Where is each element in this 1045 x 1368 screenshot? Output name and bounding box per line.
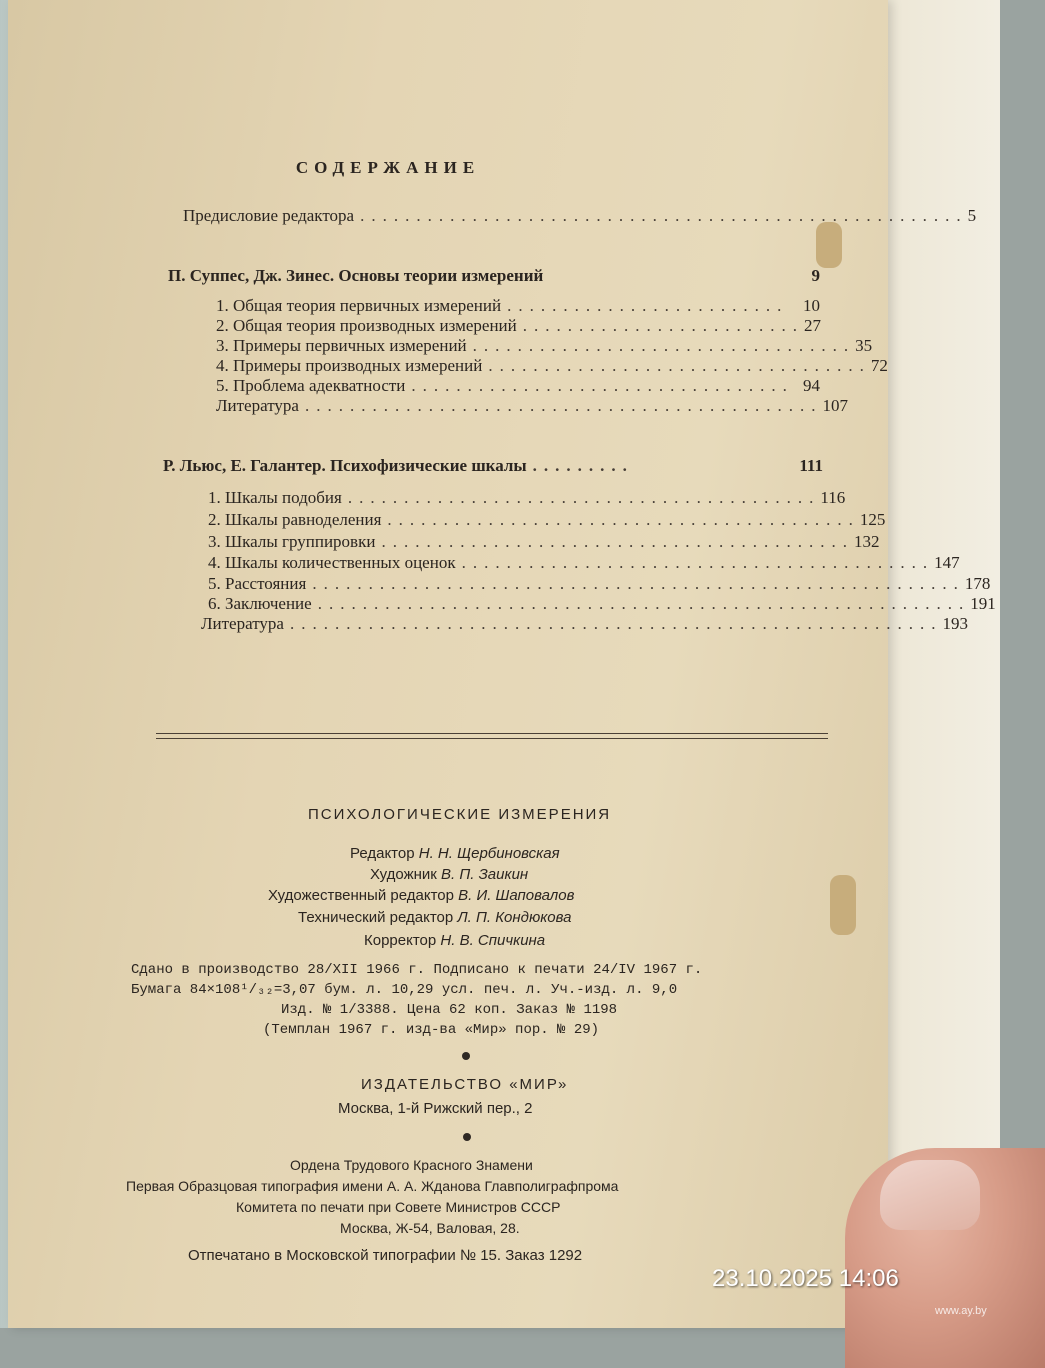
- separator-dot: [462, 1052, 470, 1060]
- toc-title: 5. Проблема адекватности: [216, 376, 406, 395]
- site-watermark: www.ay.by: [935, 1305, 987, 1317]
- toc-page: 111: [799, 456, 823, 475]
- toc-row: [216, 376, 820, 396]
- toc-row: [216, 396, 848, 416]
- dot-leader: ..................................: [472, 336, 856, 355]
- toc-page: 94: [803, 376, 820, 395]
- toc-title: 3. Примеры первичных измерений: [216, 336, 467, 355]
- dot-leader: ..........................................................: [289, 614, 943, 633]
- toc-title: 4. Шкалы количественных оценок: [208, 553, 456, 572]
- toc-row: [208, 553, 960, 573]
- credit-name: Н. Н. Щербиновская: [418, 845, 560, 862]
- toc-title: 2. Общая теория производных измерений: [216, 316, 517, 335]
- dot-leader: .........: [532, 456, 634, 475]
- printer-line: Комитета по печати при Совете Министров СССР: [236, 1199, 561, 1215]
- toc-row: [208, 574, 991, 594]
- toc-title: Литература: [216, 396, 299, 415]
- toc-page: 178: [964, 574, 991, 593]
- dot-leader: ..............................................: [304, 396, 823, 415]
- credit-role: Технический редактор: [298, 909, 454, 926]
- toc-row: [208, 532, 880, 552]
- toc-page: 72: [870, 356, 888, 375]
- credit-role: Корректор: [364, 932, 437, 949]
- credit-line: [364, 932, 545, 949]
- toc-row-preface: [183, 206, 977, 226]
- toc-page: 10: [803, 296, 820, 315]
- page-notch: [816, 222, 842, 268]
- dot-leader: ..................................: [411, 376, 794, 395]
- toc-page: 27: [804, 316, 821, 335]
- toc-row: [208, 594, 996, 614]
- dot-leader: ..........................................: [461, 553, 935, 572]
- credit-name: В. П. Заикин: [441, 866, 529, 883]
- toc-row: [216, 336, 873, 356]
- dot-leader: ......................................................: [360, 206, 968, 225]
- toc-title: Предисловие редактора: [183, 206, 355, 225]
- toc-row: [216, 296, 820, 316]
- dot-leader: .........................: [522, 316, 804, 335]
- dot-leader: ..........................................................: [317, 594, 971, 613]
- toc-title: Р. Льюс, Е. Галантер. Психофизические шкалы: [163, 456, 527, 475]
- toc-title: 2. Шкалы равноделения: [208, 510, 382, 529]
- toc-row-part: [168, 266, 820, 286]
- toc-title: 3. Шкалы группировки: [208, 532, 376, 551]
- credit-line: [298, 909, 572, 926]
- toc-row: [201, 614, 968, 634]
- dot-leader: ..........................................: [381, 532, 854, 551]
- toc-row: [216, 356, 888, 376]
- imprint-line: (Темплан 1967 г. изд-ва «Мир» пор. № 29): [263, 1022, 600, 1038]
- credit-role: Редактор: [350, 845, 415, 862]
- toc-page: 35: [855, 336, 873, 355]
- toc-row: [208, 510, 886, 530]
- toc-row: [216, 316, 820, 336]
- toc-title: 6. Заключение: [208, 594, 312, 613]
- publisher-name: ИЗДАТЕЛЬСТВО «МИР»: [361, 1076, 569, 1093]
- credit-role: Художественный редактор: [268, 887, 454, 904]
- toc-page: 125: [859, 510, 886, 529]
- page-notch: [830, 875, 856, 935]
- thumbnail: [880, 1160, 980, 1230]
- toc-title: П. Суппес, Дж. Зинес. Основы теории измерений: [168, 266, 544, 285]
- divider-rule: [156, 738, 828, 739]
- toc-page: 147: [934, 553, 960, 572]
- printer-line: Первая Образцовая типография имени А. А. Жданова Главполиграфпрома: [126, 1178, 619, 1194]
- publisher-address: Москва, 1-й Рижский пер., 2: [338, 1100, 533, 1117]
- imprint-line: Бумага 84×108¹/₃₂=3,07 бум. л. 10,29 усл. печ. л. Уч.-изд. л. 9,0: [131, 982, 678, 998]
- credit-line: [350, 845, 560, 862]
- toc-heading: СОДЕРЖАНИЕ: [295, 158, 481, 177]
- dot-leader: ..........................................................: [312, 574, 965, 593]
- separator-dot: [463, 1133, 471, 1141]
- toc-page: 116: [820, 488, 846, 507]
- imprint-line: Сдано в производство 28/XII 1966 г. Подписано к печати 24/IV 1967 г.: [131, 962, 703, 978]
- printer-line: Ордена Трудового Красного Знамени: [290, 1157, 533, 1173]
- book-title: ПСИХОЛОГИЧЕСКИЕ ИЗМЕРЕНИЯ: [308, 806, 612, 823]
- printer-line: Отпечатано в Московской типографии № 15. Заказ 1292: [188, 1247, 583, 1264]
- credit-name: Л. П. Кондюкова: [457, 909, 572, 926]
- dot-leader: ..........................................: [347, 488, 821, 507]
- toc-title: 1. Шкалы подобия: [208, 488, 342, 507]
- toc-page: 9: [811, 266, 820, 285]
- imprint-line: Изд. № 1/3388. Цена 62 коп. Заказ № 1198: [281, 1002, 618, 1018]
- toc-page: 191: [970, 594, 996, 613]
- printer-line: Москва, Ж-54, Валовая, 28.: [340, 1220, 520, 1236]
- toc-page: 193: [942, 614, 968, 633]
- credit-line: [370, 866, 528, 883]
- toc-title: Литература: [201, 614, 284, 633]
- toc-row: [208, 488, 846, 508]
- dot-leader: ..........................................: [387, 510, 860, 529]
- toc-title: 4. Примеры производных измерений: [216, 356, 483, 375]
- toc-page: 132: [853, 532, 880, 551]
- credit-name: В. И. Шаповалов: [458, 887, 575, 904]
- toc-page: 107: [822, 396, 848, 415]
- toc-title: 1. Общая теория первичных измерений: [216, 296, 502, 315]
- credit-role: Художник: [370, 866, 437, 883]
- credit-name: Н. В. Спичкина: [440, 932, 546, 949]
- toc-page: 5: [967, 206, 977, 225]
- photo-timestamp: 23.10.2025 14:06: [712, 1265, 899, 1292]
- toc-title: 5. Расстояния: [208, 574, 307, 593]
- credit-line: [268, 887, 574, 904]
- toc-row-part: [163, 456, 823, 476]
- dot-leader: ..................................: [488, 356, 871, 375]
- divider-rule: [156, 733, 828, 734]
- dot-leader: .........................: [507, 296, 789, 315]
